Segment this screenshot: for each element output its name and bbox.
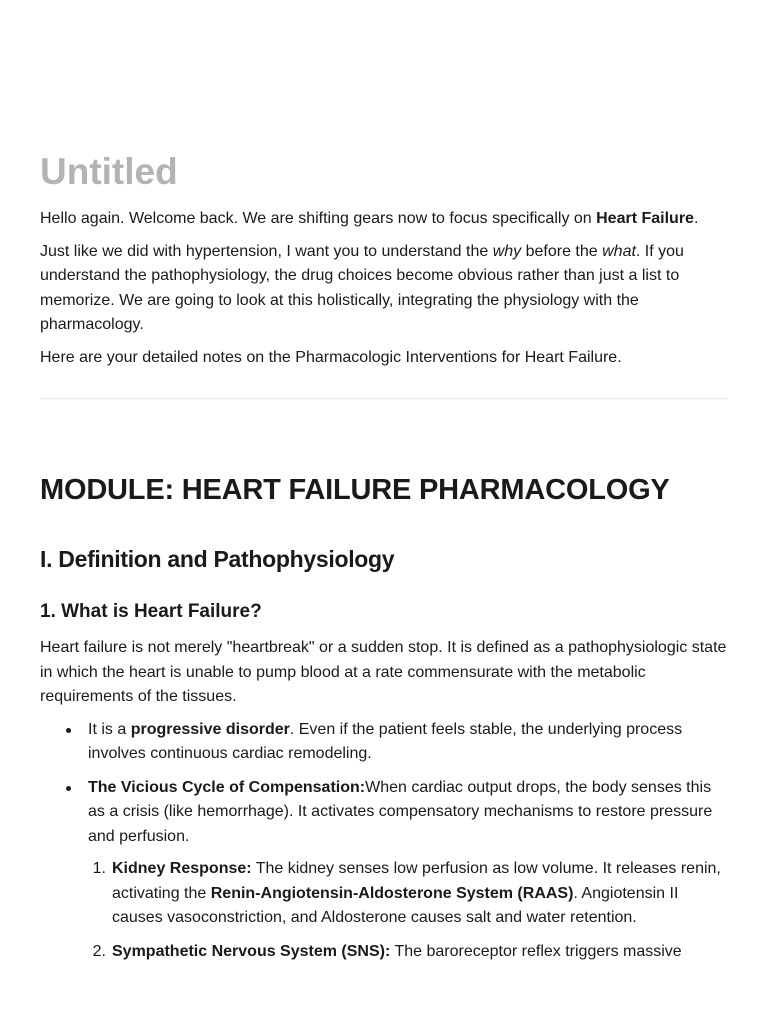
step-1-text2: . Angiotensin II causes vasoconstriction, and Aldosterone causes salt and water retention. (112, 884, 679, 926)
document-title: Untitled (40, 151, 178, 192)
bullet-icon (66, 786, 71, 791)
list-item (88, 776, 728, 965)
intro-p2-b: before the (521, 242, 603, 260)
step-2-bold: Sympathetic Nervous System (SNS): (112, 942, 391, 960)
bullet-icon (66, 728, 71, 733)
intro-paragraph-1 (40, 207, 728, 232)
intro-p2-em-why: why (492, 242, 522, 260)
module-title: MODULE: HEART FAILURE PHARMACOLOGY (40, 474, 670, 506)
numbered-list (88, 857, 728, 964)
step-1-bold: Kidney Response: (112, 860, 252, 877)
section-title: I. Definition and Pathophysiology (40, 546, 395, 572)
intro-paragraph-3: Here are your detailed notes on the Pharmacologic Interventions for Heart Failure. (40, 348, 622, 366)
section-divider (40, 398, 728, 399)
bullet-1-bold: progressive disorder (130, 720, 290, 738)
step-2-text1: The baroreceptor reflex triggers massive (390, 942, 682, 960)
bullet-2-post: When cardiac output drops, the body senses this as a crisis (like hemorrhage). It activates compensatory mechanisms to restore pressure and perfusion. (88, 778, 713, 845)
heart-failure-definition: Heart failure is not merely "heartbreak" or a sudden stop. It is defined as a pathophysiologic state in which the heart is unable to pump blood at a rate commensurate with the metabolic requirements of the tissues. (40, 639, 727, 705)
step-1-text1: The kidney senses low perfusion as low volume. It releases renin, activating the (112, 860, 721, 902)
intro-paragraph-2 (40, 240, 728, 338)
step-1-bold2: Renin-Angiotensin-Aldosterone System (RAAS) (210, 884, 574, 902)
intro-p2-a: Just like we did with hypertension, I want you to understand the (40, 242, 493, 260)
bullet-1-pre: It is a (88, 720, 131, 738)
bullet-1-post: . Even if the patient feels stable, the underlying process involves continuous cardiac remodeling. (88, 720, 683, 762)
intro-p1-bold: Heart Failure (596, 210, 694, 227)
list-item (88, 940, 728, 965)
bullet-2-bold: The Vicious Cycle of Compensation: (88, 778, 366, 796)
intro-p1-text: Hello again. Welcome back. We are shifting gears now to focus specifically on (40, 210, 597, 227)
list-item (88, 857, 728, 931)
intro-p2-em-what: what (602, 242, 636, 260)
bullet-list (40, 718, 728, 965)
intro-p2-c: . If you understand the pathophysiology, the drug choices become obvious rather than just a list to memorize. We are going to look at this holistically, integrating the physiology with the pharmacology. (40, 242, 684, 333)
subsection-title: 1. What is Heart Failure? (40, 601, 262, 622)
step-number: 2. (92, 942, 106, 960)
intro-p1-end: . (693, 210, 699, 227)
list-item (88, 718, 728, 767)
step-number: 1. (92, 860, 106, 877)
